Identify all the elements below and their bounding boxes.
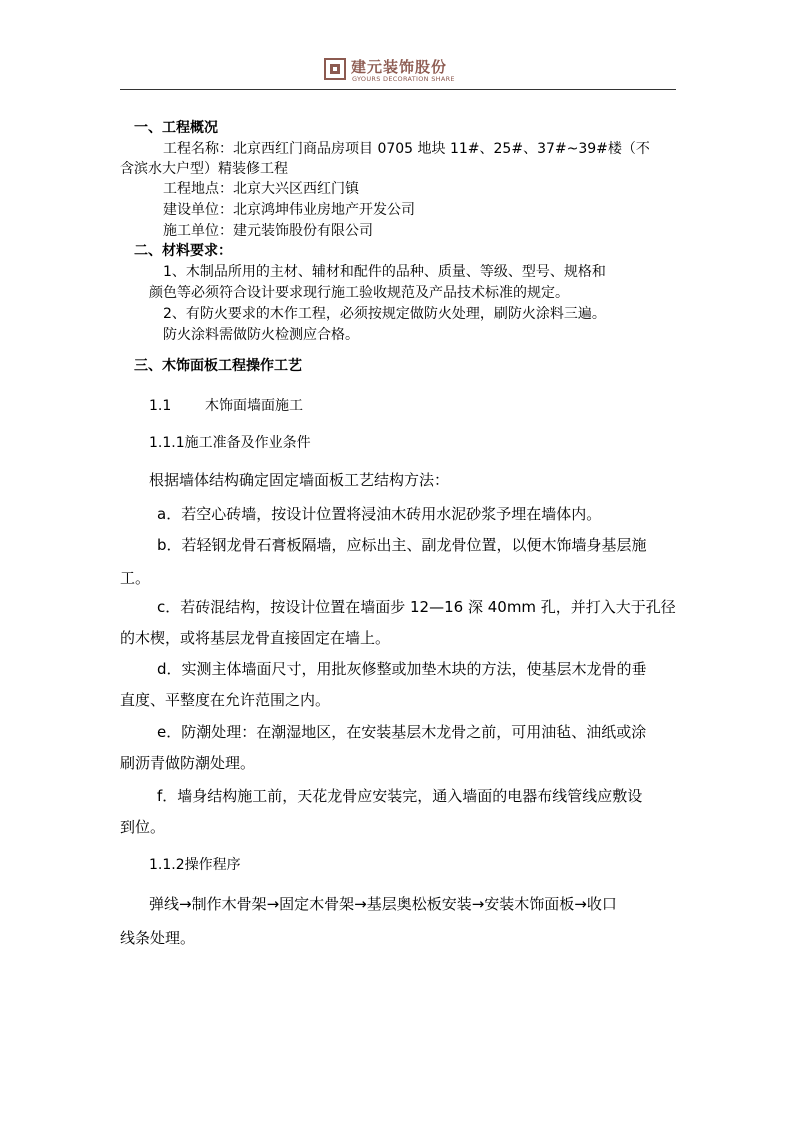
condition-f-line-1: f．墙身结构施工前，天花龙骨应安装完，通入墙面的电器布线管线应敷设	[157, 787, 643, 805]
condition-f-line-2: 到位。	[120, 818, 166, 836]
project-name-line-2: 含滨水大户型）精装修工程	[120, 161, 288, 177]
subsection-1-1-title: 木饰面墙面施工	[205, 398, 303, 414]
section-3-title: 三、木饰面板工程操作工艺	[134, 358, 302, 374]
condition-b-line-1: b．若轻钢龙骨石膏板隔墙，应标出主、副龙骨位置，以便木饰墙身基层施	[157, 536, 647, 554]
material-item-1-line-2: 颜色等必须符合设计要求现行施工验收规范及产品技术标准的规定。	[149, 285, 569, 301]
condition-a: a．若空心砖墙，按设计位置将浸油木砖用水泥砂浆予埋在墙体内。	[157, 505, 602, 523]
project-contractor: 施工单位：建元装饰股份有限公司	[163, 223, 373, 239]
structure-intro: 根据墙体结构确定固定墙面板工艺结构方法：	[149, 471, 450, 489]
condition-c-line-1: c．若砖混结构，按设计位置在墙面步 12—16 深 40mm 孔，并打入大于孔径	[157, 598, 676, 616]
procedure-line-2: 线条处理。	[120, 929, 196, 947]
company-logo	[324, 56, 470, 86]
condition-e-line-2: 刷沥青做防潮处理。	[120, 754, 256, 772]
project-name-line-1: 工程名称：北京西红门商品房项目 0705 地块 11#、25#、37#~39#楼（不	[163, 141, 650, 157]
condition-d-line-1: d．实测主体墙面尺寸，用批灰修整或加垫木块的方法，使基层木龙骨的垂	[157, 660, 647, 678]
subsection-1-1-2-title: 1.1.2操作程序	[149, 857, 241, 873]
subsection-1-1-1-title: 1.1.1施工准备及作业条件	[149, 435, 311, 451]
subsection-1-1-number: 1.1	[149, 398, 172, 414]
condition-c-line-2: 的木楔，或将基层龙骨直接固定在墙上。	[120, 629, 391, 647]
material-item-2-line-1: 2、有防火要求的木作工程，必须按规定做防火处理，刷防火涂料三遍。	[163, 306, 606, 322]
logo-english-text: GYOURS DECORATION SHARE	[352, 75, 455, 83]
project-location: 工程地点：北京大兴区西红门镇	[163, 181, 359, 197]
logo-chinese-text: 建元装饰股份	[351, 58, 448, 76]
material-item-1-line-1: 1、木制品所用的主材、辅材和配件的品种、质量、等级、型号、规格和	[163, 264, 606, 280]
logo-mark-icon	[324, 58, 346, 80]
header-rule	[120, 89, 676, 90]
condition-b-line-2: 工。	[120, 569, 151, 587]
material-item-2-line-2: 防火涂料需做防火检测应合格。	[163, 327, 359, 343]
condition-e-line-1: e．防潮处理：在潮湿地区，在安装基层木龙骨之前，可用油毡、油纸或涂	[157, 723, 647, 741]
project-builder: 建设单位：北京鸿坤伟业房地产开发公司	[163, 202, 415, 218]
section-2-title: 二、材料要求：	[134, 243, 232, 259]
condition-d-line-2: 直度、平整度在允许范围之内。	[120, 691, 331, 709]
section-1-title: 一、工程概况	[134, 120, 218, 136]
procedure-line-1: 弹线→制作木骨架→固定木骨架→基层奥松板安装→安装木饰面板→收口	[149, 895, 617, 913]
